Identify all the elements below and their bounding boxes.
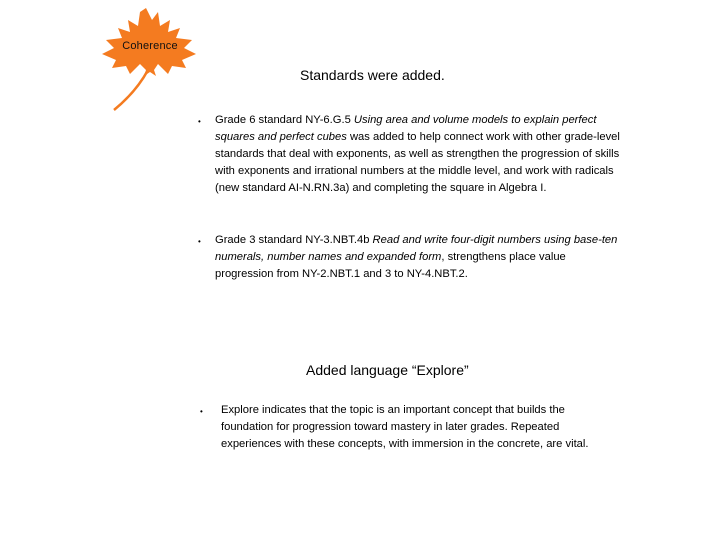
logo-label: Coherence	[122, 40, 178, 52]
maple-leaf-icon	[100, 6, 200, 112]
section-heading-standards-added: Standards were added.	[300, 67, 445, 83]
bullet-item-explore: Explore indicates that the topic is an important concept that builds the foundation for progression toward mastery in later grades. Repeated experiences with these concepts, with immersion in the concrete, are vital.	[221, 404, 589, 450]
bullet-icon: •	[200, 407, 203, 416]
bullet-icon: •	[198, 237, 201, 246]
bullet-rest: was added to help connect work with other grade-level standards that deal with exponents, as well as strengthen the progression of skills with exponents and irrational numbers at the middle level, and work with radicals (new standard AI-N.RN.3a) and completing the square in Algebra I.	[215, 131, 620, 194]
bullet-item-grade-3	[215, 232, 625, 283]
bullet-item-grade-6	[215, 112, 625, 197]
standard-code: NY-3.NBT.4b	[305, 234, 370, 246]
bullet-icon: •	[198, 117, 201, 126]
standard-title: Read and write four-digit numbers using base-ten numerals, number names and expanded form	[215, 234, 618, 263]
bullet-rest: , strengthens place value progression from NY-2.NBT.1 and 3 to NY-4.NBT.2.	[215, 251, 566, 280]
bullet-prefix: Grade 3 standard	[215, 234, 306, 246]
maple-leaf-stem	[114, 70, 148, 110]
standard-title: Using area and volume models to explain perfect squares and perfect cubes	[215, 114, 597, 143]
section-heading-explore: Added language “Explore”	[306, 362, 469, 378]
standard-code: NY-6.G.5	[305, 114, 351, 126]
bullet-prefix: Grade 6 standard	[215, 114, 306, 126]
